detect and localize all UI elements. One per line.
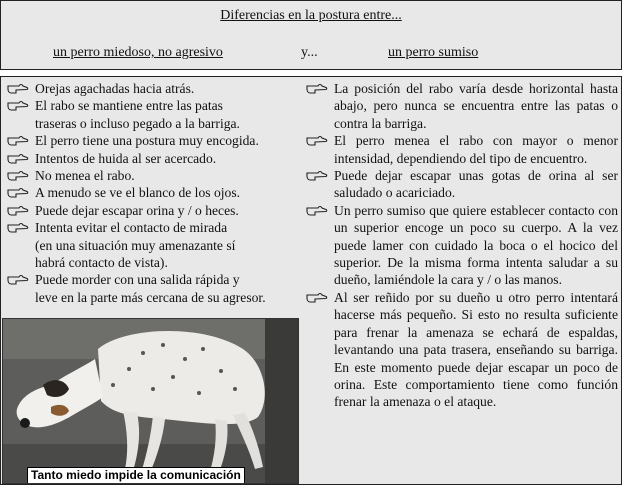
fearful-trait-item xyxy=(7,150,297,167)
right-subtitle: un perro sumiso xyxy=(388,45,479,60)
submissive-trait-text: Puede dejar escapar unas gotas de orina al ser saludado o acariciado. xyxy=(334,168,618,201)
left-subtitle: un perro miedoso, no agresivo xyxy=(53,45,223,60)
fearful-trait-item xyxy=(7,167,297,184)
page-title: Diferencias en la postura entre... xyxy=(220,8,402,23)
fearful-trait-line: habrá contacto de vista). xyxy=(35,255,168,271)
pointing-hand-icon xyxy=(306,133,328,147)
fearful-trait-item xyxy=(7,132,297,149)
submissive-trait-item xyxy=(306,167,618,202)
photo-caption: Tanto miedo impide la comunicación xyxy=(27,467,245,484)
crouching-dog-illustration xyxy=(3,319,299,484)
submissive-trait-text: Al ser reñido por su dueño u otro perro intentará hacerse más pequeño. Si esto no resulta suficiente para frenar la amenaza se echará de espaldas, levantando una pata trasera, enseñando su barriga. En este momento puede dejar escapar un poco de orina. Este comportamiento tiene como función frenar la amenaza o el ataque. xyxy=(334,289,618,410)
submissive-trait-text: Un perro sumiso que quiere establecer contacto con un superior encoge un poco su cuerpo. A la vez puede lamer con cuidado la boca o el hocico del superior. De la misma forma intenta saludar a su dueño, lamiéndole la cara y / o las manos. xyxy=(334,202,618,288)
submissive-trait-item xyxy=(306,289,618,411)
pointing-hand-icon xyxy=(306,290,328,304)
pointing-hand-icon xyxy=(7,203,29,217)
fearful-trait-line: A menudo se ve el blanco de los ojos. xyxy=(35,185,241,201)
submissive-trait-text: El perro menea el rabo con mayor o menor intensidad, dependiendo del tipo de encuentro. xyxy=(334,133,618,166)
fearful-trait-line: Intenta evitar el contacto de mirada xyxy=(35,220,228,236)
fearful-trait-item xyxy=(7,184,297,201)
fearful-trait-line: leve en la parte más cercana de su agresor. xyxy=(35,289,266,305)
pointing-hand-icon xyxy=(7,168,29,182)
fearful-dog-list xyxy=(7,80,297,306)
fearful-trait-line: Orejas agachadas hacia atrás. xyxy=(35,81,195,96)
pointing-hand-icon xyxy=(7,220,29,234)
fearful-trait-item xyxy=(7,271,297,306)
fearful-trait-line: El perro tiene una postura muy encogida. xyxy=(35,133,259,149)
submissive-trait-item xyxy=(306,202,618,289)
fearful-trait-item xyxy=(7,219,297,271)
pointing-hand-icon xyxy=(7,98,29,112)
fearful-trait-line: Intentos de huida al ser acercado. xyxy=(35,150,217,166)
fearful-trait-item xyxy=(7,80,297,97)
header-box xyxy=(0,0,622,70)
submissive-trait-text: La posición del rabo varía desde horizontal hasta abajo, pero nunca se encuentra entre las patas o contra la barriga. xyxy=(334,81,618,131)
fearful-trait-line: (en una situación muy amenazante sí xyxy=(35,237,236,253)
pointing-hand-icon xyxy=(7,133,29,147)
pointing-hand-icon xyxy=(7,151,29,165)
submissive-trait-item xyxy=(306,80,618,132)
fearful-trait-line: traseras o incluso pegado a la barriga. xyxy=(35,115,240,131)
fearful-trait-line: Puede dejar escapar orina y / o heces. xyxy=(35,202,239,218)
fearful-trait-line: El rabo se mantiene entre las patas xyxy=(35,98,223,114)
pointing-hand-icon xyxy=(306,81,328,95)
fearful-trait-line: No menea el rabo. xyxy=(35,168,135,184)
pointing-hand-icon xyxy=(7,185,29,199)
fearful-trait-item xyxy=(7,202,297,219)
fearful-trait-line: Puede morder con una salida rápida y xyxy=(35,272,240,288)
pointing-hand-icon xyxy=(306,168,328,182)
fearful-trait-item xyxy=(7,97,297,132)
pointing-hand-icon xyxy=(7,81,29,95)
submissive-dog-list xyxy=(306,80,618,411)
submissive-trait-item xyxy=(306,132,618,167)
connector-text: y... xyxy=(301,45,318,60)
dog-photo xyxy=(2,318,299,484)
pointing-hand-icon xyxy=(306,203,328,217)
pointing-hand-icon xyxy=(7,272,29,286)
